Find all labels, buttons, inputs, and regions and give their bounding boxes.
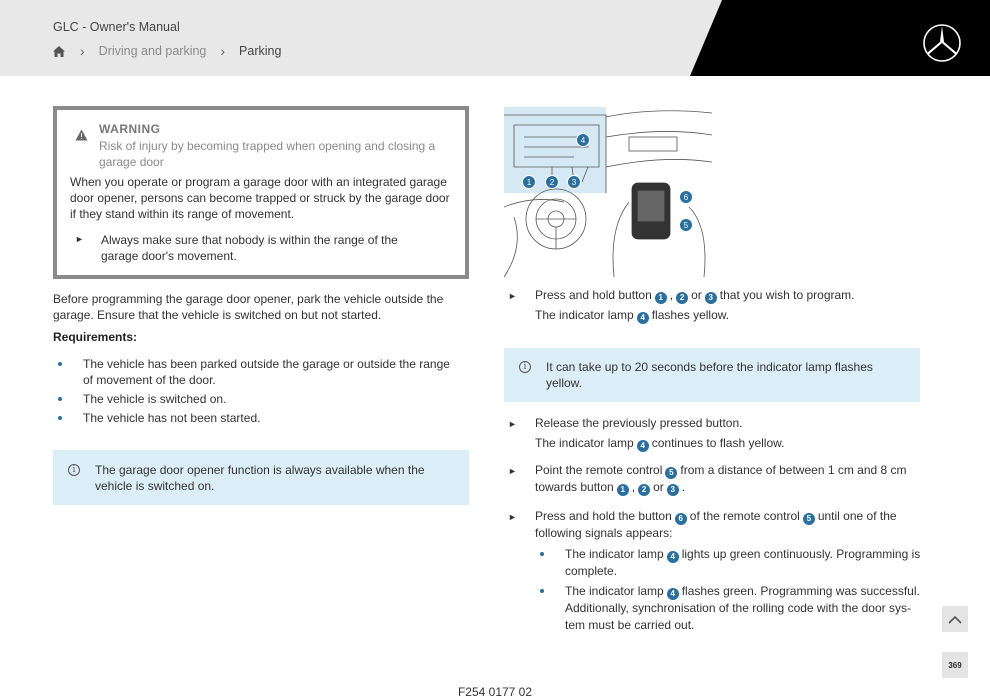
list-item: The vehicle is switched on.	[53, 391, 463, 407]
marker-1: 1	[526, 178, 532, 187]
info-icon: i	[519, 361, 531, 373]
signal-list	[535, 546, 923, 634]
list-item: The indicator lamp 4 lights up green continuously. Programming is complete.	[535, 546, 923, 580]
step-arrow-icon: ►	[508, 512, 517, 522]
step-1: ► Press and hold button 1 , 2 or 3 that you wish to program. The indicator lamp 4 flashes yellow.	[508, 288, 855, 322]
step-arrow-icon: ►	[508, 291, 517, 301]
scroll-to-top-button[interactable]	[942, 606, 968, 632]
breadcrumb	[52, 43, 281, 59]
breadcrumb-driving-and-parking[interactable]: Driving and parking	[98, 44, 207, 58]
header-bar	[0, 0, 990, 76]
list-item: The vehicle has not been started.	[53, 410, 463, 426]
chevron-up-icon	[948, 615, 962, 624]
step-arrow-icon: ►	[508, 466, 517, 476]
warning-body: When you operate or program a garage door with an integrated garage door opener, persons can become trapped or struck by the garage door if they stand within its range of movement.	[70, 175, 450, 221]
home-icon[interactable]	[52, 45, 66, 58]
info-text-left: The garage door opener function is always available when the vehicle is switched on.	[95, 463, 425, 493]
info-icon: i	[68, 464, 80, 476]
interior-diagram	[504, 107, 712, 277]
list-item: The vehicle has been parked outside the garage or outside the range of movement of the door.	[53, 356, 463, 388]
marker-4: 4	[580, 136, 586, 145]
step-arrow-icon: ►	[75, 234, 84, 244]
step-arrow-icon: ►	[508, 419, 517, 429]
step-2: ► Release the previously pressed button. The indicator lamp 4 continues to flash yellow.	[508, 416, 785, 450]
info-box-right	[504, 348, 920, 402]
info-box-left	[53, 450, 469, 505]
chevron-right-icon: ›	[80, 43, 85, 59]
warning-title: WARNING	[99, 122, 161, 136]
step-3: ► Point the remote control 5 from a distance of between 1 cm and 8 cm towards button 1 , 2 or 3 .	[508, 463, 907, 494]
page-number-badge: 369	[942, 652, 968, 678]
marker-6: 6	[683, 193, 689, 202]
marker-3: 3	[571, 178, 577, 187]
warning-step: Always make sure that nobody is within the range of the garage door's movement.	[101, 233, 398, 263]
app-title: GLC - Owner's Manual	[53, 20, 180, 34]
requirements-list	[53, 356, 463, 429]
breadcrumb-parking: Parking	[239, 44, 282, 58]
step-4: ► Press and hold the button 6 of the remote control 5 until one of the following signals appears: The indicator lamp 4 lights up green continuously. Programming is complete. The indicator lamp 4 flashes green. Programming was successful. Additionally, synchronisation of the rolling code with the door sys-tem must be carried out.	[508, 508, 923, 637]
marker-2: 2	[549, 178, 555, 187]
chevron-right-icon: ›	[220, 43, 226, 59]
requirements-heading: Requirements:	[53, 330, 138, 344]
intro-paragraph: Before programming the garage door opener, park the vehicle outside the garage. Ensure that the vehicle is switched on but not started.	[53, 292, 444, 322]
marker-5: 5	[683, 221, 689, 230]
warning-box	[53, 106, 469, 279]
info-text-right: It can take up to 20 seconds before the indicator lamp flashes yellow.	[546, 360, 873, 390]
warning-subtitle: Risk of injury by becoming trapped when opening and closing a garage door	[99, 139, 436, 169]
warning-triangle-icon	[75, 129, 88, 141]
figure-code: F254 0177 02	[457, 685, 533, 699]
list-item: The indicator lamp 4 flashes green. Programming was successful. Additionally, synchronisation of the rolling code with the door sys-tem must be carried out.	[535, 583, 923, 634]
mercedes-star-logo[interactable]	[922, 23, 962, 63]
